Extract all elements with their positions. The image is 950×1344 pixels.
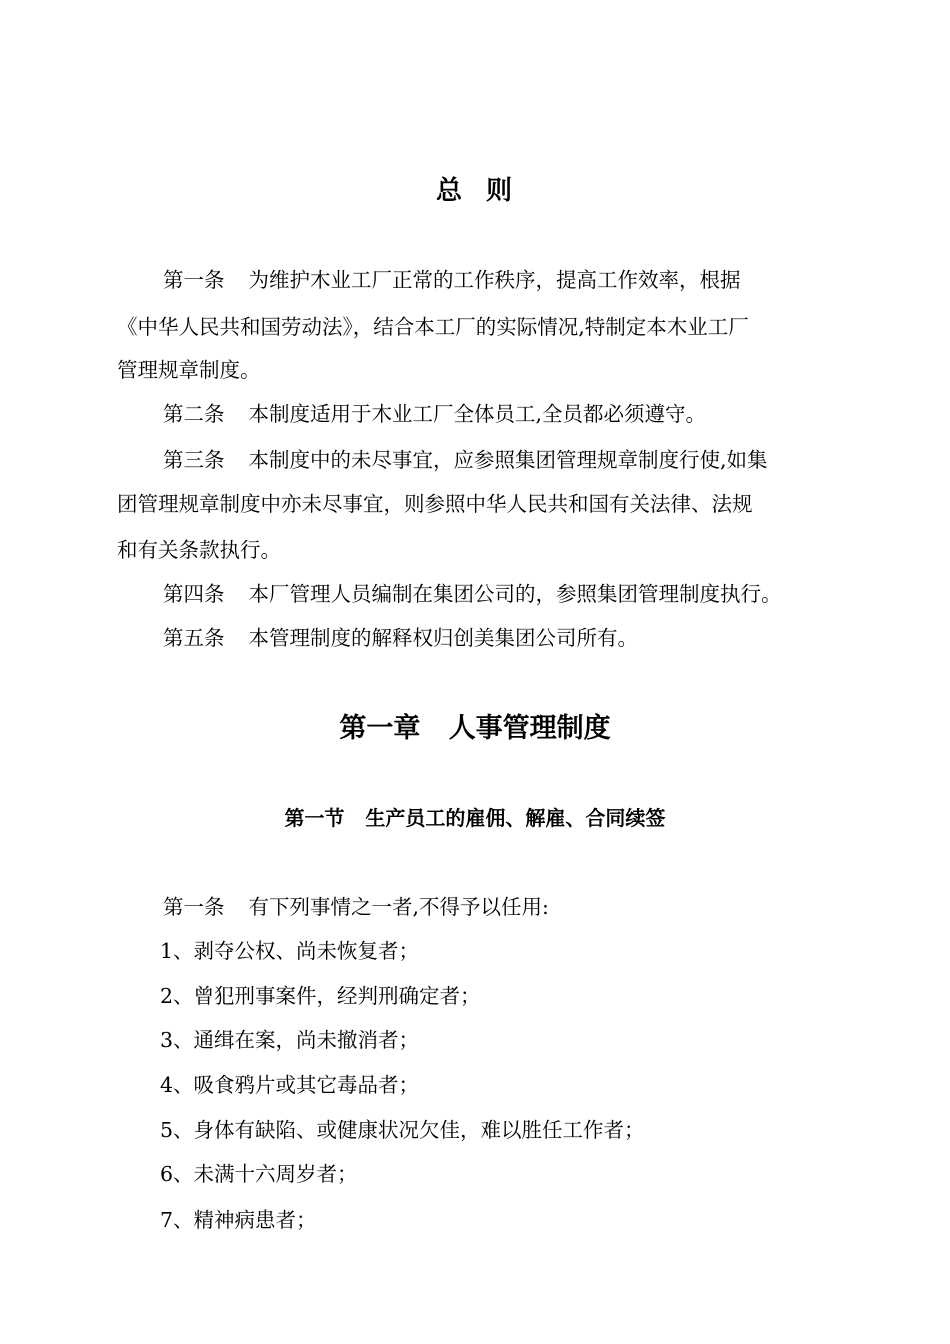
list-item: 1、剥夺公权、尚未恢复者； [160, 939, 420, 963]
article-4-label: 第四条 [163, 582, 225, 606]
chapter-article-1-label: 第一条 [163, 895, 225, 919]
article-1-line-3: 管理规章制度。 [117, 358, 261, 382]
list-item: 5、身体有缺陷、或健康状况欠佳，难以胜任工作者； [160, 1118, 645, 1142]
article-1-line-2: 《中华人民共和国劳动法》，结合本工厂的实际情况,特制定本木业工厂 [117, 315, 749, 339]
article-2-text: 本制度适用于木业工厂全体员工,全员都必须遵守。 [248, 402, 707, 426]
chapter-article-1-text: 有下列事情之一者,不得予以任用: [248, 895, 549, 919]
article-1-label: 第一条 [163, 268, 225, 292]
article-5-text: 本管理制度的解释权归创美集团公司所有。 [248, 626, 638, 650]
article-4-text: 本厂管理人员编制在集团公司的，参照集团管理制度执行。 [248, 582, 782, 606]
section-title: 第一节 生产员工的雇佣、解雇、合同续签 [284, 806, 666, 830]
article-5-line-1 [163, 624, 638, 652]
article-2-line-1 [163, 400, 706, 428]
list-item: 4、吸食鸦片或其它毒品者； [160, 1073, 420, 1097]
general-provisions-title: 总 则 [435, 176, 515, 206]
article-2-label: 第二条 [163, 402, 225, 426]
article-4-line-1 [163, 580, 782, 608]
chapter-article-1-line [163, 893, 549, 921]
article-3-line-2: 团管理规章制度中亦未尽事宜，则参照中华人民共和国有关法律、法规 [117, 492, 753, 516]
article-5-label: 第五条 [163, 626, 225, 650]
list-item: 2、曾犯刑事案件，经判刑确定者； [160, 984, 481, 1008]
list-item: 3、通缉在案，尚未撤消者； [160, 1028, 420, 1052]
article-3-line-3: 和有关条款执行。 [117, 538, 281, 562]
list-item: 7、精神病患者； [160, 1208, 317, 1232]
article-1-text: 为维护木业工厂正常的工作秩序，提高工作效率，根据 [248, 268, 741, 292]
article-3-label: 第三条 [163, 448, 225, 472]
chapter-title: 第一章 人事管理制度 [339, 713, 611, 744]
article-1-line-1 [163, 266, 741, 294]
article-3-text: 本制度中的未尽事宜，应参照集团管理规章制度行使,如集 [248, 448, 768, 472]
article-3-line-1 [163, 446, 768, 474]
list-item: 6、未满十六周岁者； [160, 1162, 358, 1186]
